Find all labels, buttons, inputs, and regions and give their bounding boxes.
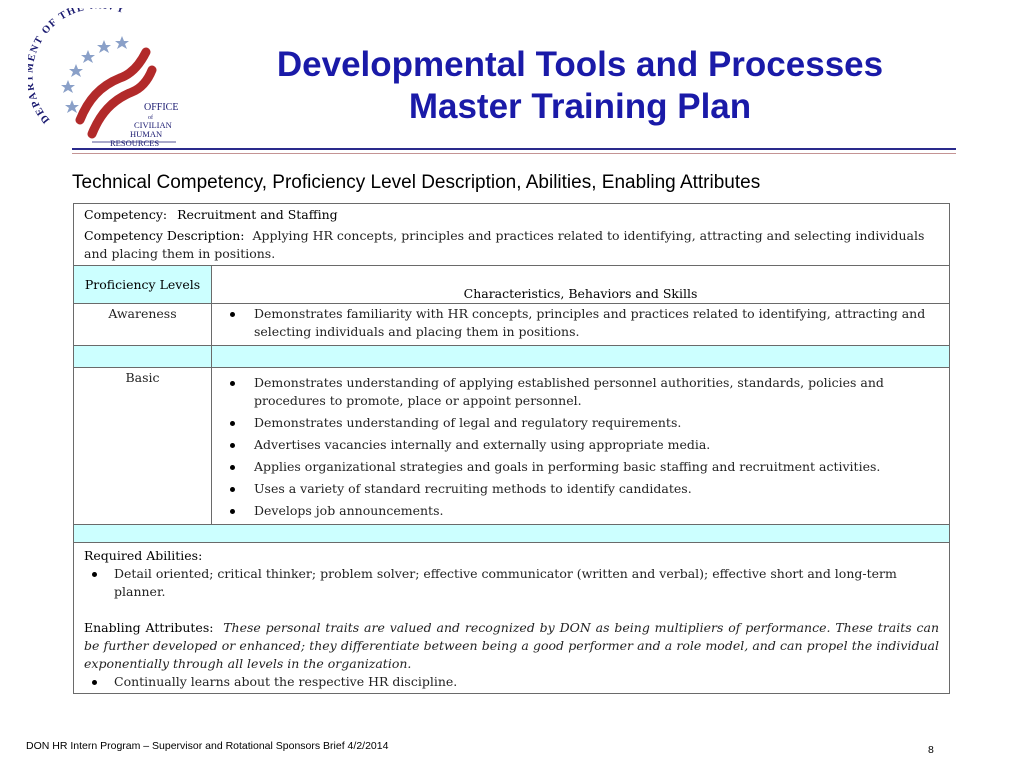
- navy-seal-graphic: [28, 8, 178, 148]
- list-item: Demonstrates familiarity with HR concepts, principles and practices related to identifying, attracting and selecting individuals and placing them in positions.: [226, 305, 943, 341]
- slide-title: [160, 44, 1000, 128]
- level-name: Awareness: [74, 304, 212, 346]
- level-row-basic: [74, 368, 950, 525]
- title-rule: [72, 148, 956, 150]
- title-line-2: Master Training Plan: [408, 87, 752, 126]
- spacer-row: [74, 346, 950, 368]
- header-row: [74, 266, 950, 304]
- title-rule-secondary: [72, 153, 956, 154]
- competency-table: [73, 203, 950, 694]
- awareness-items: [212, 305, 949, 341]
- basic-items: [212, 374, 949, 520]
- footer-text: DON HR Intern Program – Supervisor and Rotational Sponsors Brief 4/2/2014: [26, 740, 389, 752]
- list-item: Develops job announcements.: [226, 502, 943, 520]
- competency-value: Recruitment and Staffing: [177, 207, 338, 222]
- enabling-attributes: [84, 619, 939, 673]
- list-item: Applies organizational strategies and goals in performing basic staffing and recruitment activities.: [226, 458, 943, 476]
- page-number: 8: [928, 744, 934, 756]
- slide-subtitle: Technical Competency, Proficiency Level Description, Abilities, Enabling Attributes: [72, 172, 761, 193]
- svg-text:of: of: [148, 115, 153, 121]
- title-line-1: Developmental Tools and Processes: [276, 45, 884, 84]
- svg-text:OFFICE: OFFICE: [144, 102, 178, 113]
- abilities-row: [74, 543, 950, 694]
- list-item: Advertises vacancies internally and externally using appropriate media.: [226, 436, 943, 454]
- required-abilities-list: [84, 565, 939, 601]
- enabling-attributes-text: These personal traits are valued and recognized by DON as being multipliers of performance. These traits can be further developed or enhanced; they differentiate between being a good performer and a role model, and can propel the individual exponentially through all levels in the organization.: [84, 620, 940, 671]
- list-item: Demonstrates understanding of legal and regulatory requirements.: [226, 414, 943, 432]
- enabling-attributes-label: Enabling Attributes:: [84, 620, 214, 635]
- svg-text:RESOURCES: RESOURCES: [110, 138, 160, 148]
- logo-ring-text: DEP NT OF THE Y: [28, 8, 127, 126]
- proficiency-levels-header: Proficiency Levels: [74, 266, 212, 304]
- svg-text:HUMAN: HUMAN: [130, 129, 163, 139]
- characteristics-header: Characteristics, Behaviors and Skills: [212, 266, 950, 304]
- list-item: Detail oriented; critical thinker; problem solver; effective communicator (written and verbal); effective short and long-term planner.: [84, 565, 939, 601]
- competency-line: [84, 206, 939, 224]
- competency-description-value: Applying HR concepts, principles and practices related to identifying, attracting and selecting individuals and placing them in positions.: [84, 228, 925, 261]
- level-name: Basic: [74, 368, 212, 525]
- list-item: Uses a variety of standard recruiting methods to identify candidates.: [226, 480, 943, 498]
- competency-row: [74, 204, 950, 266]
- spacer-row: [74, 525, 950, 543]
- required-abilities-label: Required Abilities:: [84, 548, 203, 563]
- competency-label: Competency:: [84, 207, 168, 222]
- svg-text:CIVILIAN: CIVILIAN: [134, 120, 172, 130]
- don-ochr-logo: [28, 8, 178, 148]
- list-item: Continually learns about the respective HR discipline.: [84, 673, 939, 691]
- level-row-awareness: [74, 304, 950, 346]
- competency-description-label: Competency Description:: [84, 228, 245, 243]
- list-item: Demonstrates understanding of applying established personnel authorities, standards, policies and procedures to promote, place or appoint personnel.: [226, 374, 943, 410]
- competency-description-line: [84, 227, 939, 263]
- enabling-attributes-list: [84, 673, 939, 691]
